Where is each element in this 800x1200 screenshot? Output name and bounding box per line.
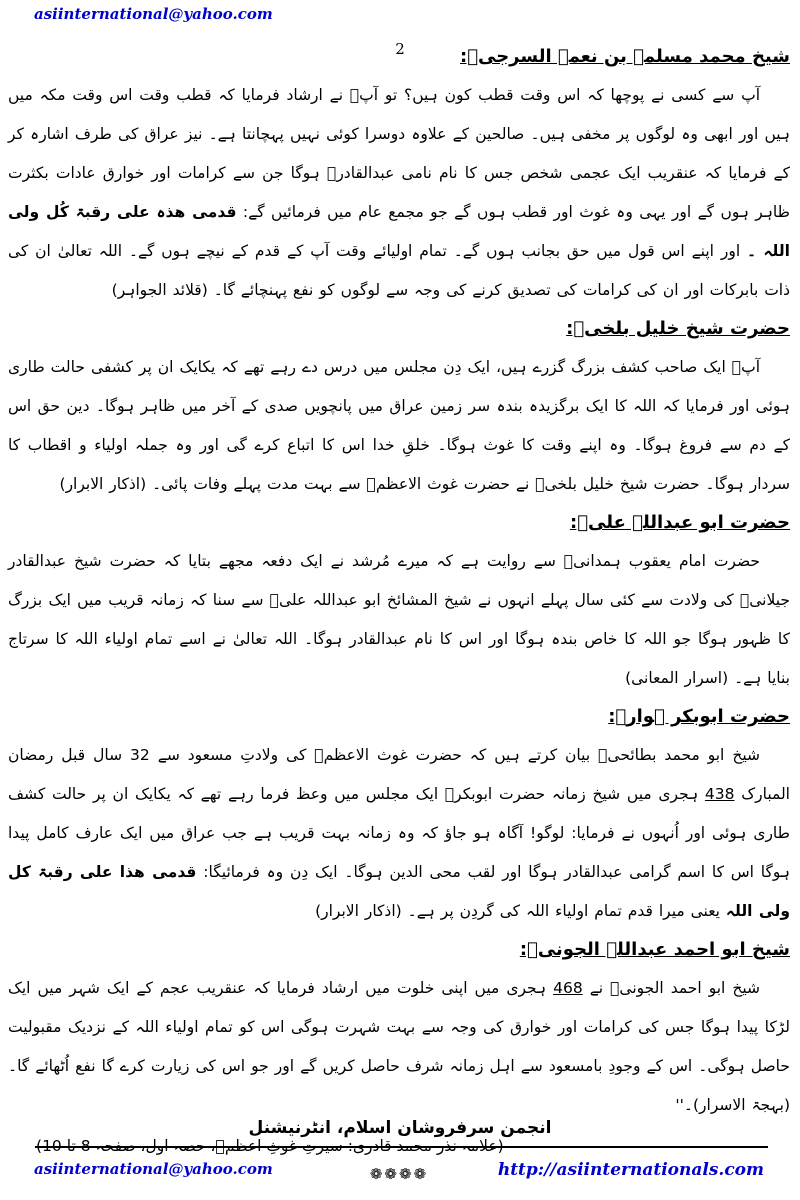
- text-segment: 438: [704, 785, 735, 803]
- content: [8, 38, 790, 1185]
- paragraph: [8, 736, 790, 931]
- paragraph: [8, 969, 790, 1125]
- text-segment: شیخ ابو احمد الجونیؒ نے: [582, 979, 761, 997]
- page-number: 2: [395, 40, 405, 58]
- text-segment: ہجری میں شیخ زمانہ حضرت ابوبکرؒ ایک مجلس میں وعظ فرما رہے تھے کہ یکایک ان پر حالت کشف طاری ہوئی اور اُنہوں نے فرمایا: لوگو! آگاہ ہو جاؤ کہ وہ زمانہ بہت قریب ہے جب عراق میں ایک عارف کامل پیدا ہوگا اس کا اسم گرامی عبدالقادر ہوگا اور لقب محی الدین ہوگا۔ ایک دِن وہ فرمائیگا:: [8, 785, 790, 881]
- section-heading: حضرت ابوبکر ہوارؒ:: [608, 706, 790, 727]
- section-heading: شیخ ابو احمد عبداللہ الجونیؒ:: [519, 939, 790, 960]
- ornament-divider: ❁❁❁❁: [369, 1165, 429, 1183]
- footer-divider-line: [35, 1146, 768, 1148]
- section-heading: حضرت ابو عبداللہ علیؒ:: [570, 512, 790, 533]
- section-heading: شیخ محمد مسلمہ بن نعمۃ السرجیؒ:: [460, 46, 790, 67]
- text-segment: قدمی ھذا علی رقبۃ کل ولی اللہ: [8, 863, 790, 920]
- paragraph: [8, 542, 790, 698]
- text-segment: شیخ ابو محمد بطائحیؒ بیان کرتے ہیں کہ حضرت غوث الاعظمؓ کی ولادتِ مسعود سے 32 سال قبل رمضان المبارک: [8, 746, 790, 803]
- section-heading: حضرت شیخ خلیل بلخیؒ:: [566, 318, 790, 339]
- text-segment: اور اپنے اس قول میں حق بجانب ہوں گے۔ تمام اولیائے وقت آپ کے قدم کے نیچے ہوں گے۔ اللہ تعالیٰ ان کی ذات بابرکات اور ان کی کرامات کی تصدیق کرنے کی وجہ سے لوگوں کو نفع پہنچائے گا۔ (قلائد الجواہر): [8, 242, 790, 299]
- header-email-link[interactable]: asiinternational@yahoo.com: [34, 5, 273, 23]
- paragraph: [8, 348, 790, 504]
- text-segment: 468: [553, 979, 583, 997]
- text-segment: آپؒ ایک صاحب کشف بزرگ گزرے ہیں، ایک دِن مجلس میں درس دے رہے تھے کہ یکایک ان پر کشفی حالت طاری ہوئی اور فرمایا کہ اللہ کا ایک برگزیدہ بندہ سر زمین عراق میں پانچویں صدی کے آخر میں ظاہر ہوگا۔ دین حق اس کے دم سے فروغ ہوگا۔ وہ اپنے وقت کا غوث ہوگا۔ خلقِ خدا اس کا اتباع کرے گی اور وہ جملہ اولیاء و اقطاب کا سردار ہوگا۔ حضرت شیخ خلیل بلخیؒ نے حضرت غوث الاعظمؒ سے بہت مدت پہلے وفات پائی۔ (اذکار الابرار): [8, 358, 790, 493]
- text-segment: قدمی ھذہ علی رقبۃ کُل ولی اللہ ۔: [8, 203, 790, 260]
- footer-website-link[interactable]: http://asiinternationals.com: [497, 1160, 764, 1180]
- citation-line: (علامہ نذر محمد قادری: سیرتِ غوثِ اعظمؒ، حصہ اول، صفحہ 8 تا 10): [36, 1137, 504, 1155]
- paragraph: [8, 76, 790, 310]
- organization-name: انجمن سرفروشان اسلام، انٹرنیشنل: [248, 1118, 552, 1138]
- text-segment: آپ سے کسی نے پوچھا کہ اس وقت قطب کون ہیں؟ تو آپؓ نے ارشاد فرمایا کہ قطب وقت اس وقت مکہ میں ہیں اور ابھی وہ لوگوں پر مخفی ہیں۔ صالحین کے علاوہ دوسرا کوئی نہیں پہچانتا ہے۔ نیز عراق کی طرف اشارہ کر کے فرمایا کہ عنقریب ایک عجمی شخص جس کا نام نامی عبدالقادرؒ ہوگا جن سے کرامات اور خوارق عادات بکثرت ظاہر ہوں گے اور یہی وہ غوث اور قطب ہوں گے جو مجمع عام میں فرمائیں گے:: [8, 86, 790, 221]
- footer-email-link[interactable]: asiinternational@yahoo.com: [34, 1160, 273, 1178]
- text-segment: حضرت امام یعقوب ہمدانیؒ سے روایت ہے کہ میرے مُرشد نے ایک دفعہ مجھے بتایا کہ حضرت شیخ عبدالقادر جیلانیؓ کی ولادت سے کئی سال پہلے انہوں نے شیخ المشائخ ابو عبداللہ علیؒ سے سنا کہ زمانہ قریب میں ایک بزرگ کا ظہور ہوگا جو اللہ کا خاص بندہ ہوگا اور اس کا نام عبدالقادر ہوگا۔ اللہ تعالیٰ نے اسے تمام اولیاء اللہ کا سرتاج بنایا ہے۔ (اسرار المعانی): [8, 552, 790, 687]
- text-segment: یعنی میرا قدم تمام اولیاء اللہ کی گردِن پر ہے۔ (اذکار الابرار): [315, 902, 726, 920]
- text-segment: ہجری میں اپنی خلوت میں ارشاد فرمایا کہ عنقریب عجم کے ایک شہر میں ایک لڑکا پیدا ہوگا جس کی کرامات اور خوارق کی وجہ سے بہت شہرت ہوگی اس کو تمام اولیاء اللہ کے نزدیک مقبولیت حاصل ہوگی۔ اس کے وجودِ بامسعود سے اہل زمانہ شرف حاصل کریں گے اور جو اس کی زیارت کرے گا نفع اُٹھائے گا۔ (بہجۃ الاسرار)۔'': [8, 979, 790, 1114]
